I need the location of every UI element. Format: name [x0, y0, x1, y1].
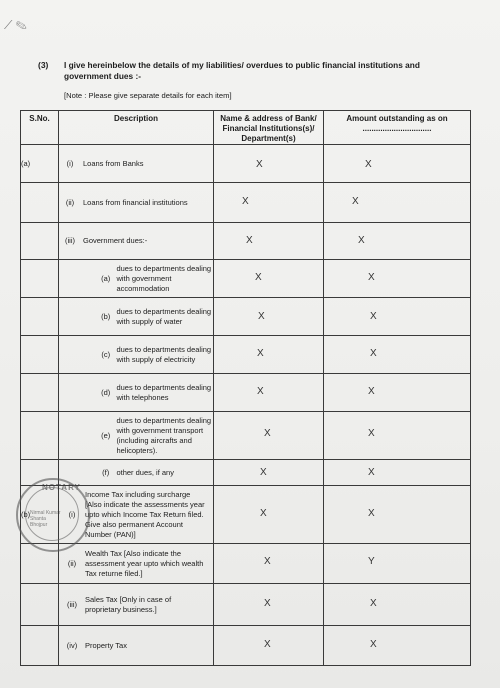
cross-mark: X	[358, 235, 365, 246]
bank-cell	[214, 183, 324, 223]
amount-cell	[324, 336, 471, 374]
cross-mark: X	[370, 311, 377, 322]
row-number: (b)	[101, 311, 111, 321]
row-description	[59, 626, 214, 666]
cross-mark: X	[260, 508, 267, 519]
amount-cell	[324, 298, 471, 336]
amount-cell	[324, 183, 471, 223]
bank-cell	[214, 336, 324, 374]
amount-cell	[324, 412, 471, 460]
row-label: dues to departments dealing with supply of water	[116, 306, 212, 326]
cross-mark: X	[264, 639, 271, 650]
row-sno	[21, 298, 59, 336]
row-number: (i)	[66, 158, 74, 168]
row-number: (i)	[68, 509, 76, 519]
row-number: (iii)	[65, 236, 75, 245]
notary-stamp-line: Shanta	[30, 516, 46, 522]
row-number: (c)	[101, 349, 111, 359]
notary-stamp-line: Nirmal Kumar	[30, 510, 61, 516]
pen-scribble: ⟋ ✎	[4, 18, 27, 32]
notary-stamp-line: Bhojpur	[30, 522, 48, 528]
cross-mark: X	[260, 467, 267, 478]
cross-mark: Y	[368, 556, 375, 567]
bank-cell	[214, 260, 324, 298]
row-description	[59, 145, 214, 183]
row-description	[59, 183, 214, 223]
table-row	[21, 460, 471, 486]
cross-mark: X	[242, 196, 249, 207]
amount-cell	[324, 486, 471, 544]
row-description	[59, 460, 214, 486]
row-sno	[21, 336, 59, 374]
cross-mark: X	[255, 272, 262, 283]
row-description	[59, 374, 214, 412]
bank-cell	[214, 584, 324, 626]
cross-mark: X	[368, 467, 375, 478]
header-bank: Name & address of Bank/ Financial Institutions(s)/ Department(s)	[214, 111, 324, 145]
row-sno	[21, 584, 59, 626]
table-row	[21, 412, 471, 460]
row-sno	[21, 260, 59, 298]
row-number: (ii)	[65, 197, 75, 207]
bank-cell	[214, 412, 324, 460]
table-row	[21, 260, 471, 298]
row-label: Loans from financial institutions	[83, 197, 188, 207]
cross-mark: X	[258, 311, 265, 322]
row-description	[59, 336, 214, 374]
row-description	[59, 223, 214, 260]
row-sno	[21, 412, 59, 460]
amount-cell	[324, 145, 471, 183]
amount-cell	[324, 260, 471, 298]
row-label: Income Tax including surcharge [Also indicate the assessments year upto which Income Tax Return filed. Give also permanent Account Number (PAN)]	[85, 489, 205, 539]
bank-cell	[214, 223, 324, 260]
row-sno: (a)	[21, 145, 59, 183]
table-row	[21, 626, 471, 666]
row-description	[59, 260, 214, 298]
liabilities-table	[20, 110, 471, 666]
cross-mark: X	[264, 598, 271, 609]
table-header-row	[21, 111, 471, 145]
row-number: (ii)	[67, 558, 77, 568]
cross-mark: X	[264, 428, 271, 439]
cross-mark: X	[368, 272, 375, 283]
table-row	[21, 223, 471, 260]
row-description	[59, 412, 214, 460]
cross-mark: X	[368, 386, 375, 397]
item-number: (3)	[38, 60, 49, 70]
cross-mark: X	[352, 196, 359, 207]
bank-cell	[214, 544, 324, 584]
row-number: (e)	[101, 430, 111, 440]
bank-cell	[214, 460, 324, 486]
bank-cell	[214, 374, 324, 412]
row-label: Government dues:-	[83, 236, 148, 245]
row-label: dues to departments dealing with telephones	[116, 382, 212, 402]
cross-mark: X	[365, 159, 372, 170]
table-row	[21, 374, 471, 412]
row-label: other dues, if any	[116, 467, 174, 477]
row-label: Property Tax	[85, 640, 127, 650]
cross-mark: X	[370, 639, 377, 650]
table-row	[21, 584, 471, 626]
row-label: Loans from Banks	[83, 158, 144, 168]
cross-mark: X	[246, 235, 253, 246]
table-row	[21, 183, 471, 223]
amount-cell	[324, 584, 471, 626]
bank-cell	[214, 298, 324, 336]
bank-cell	[214, 145, 324, 183]
row-number: (iv)	[66, 640, 78, 650]
row-sno	[21, 626, 59, 666]
cross-mark: X	[370, 348, 377, 359]
bank-cell	[214, 626, 324, 666]
table-row	[21, 544, 471, 584]
notary-stamp-title: NOTARY	[42, 483, 81, 492]
notary-stamp	[16, 478, 90, 552]
bank-cell	[214, 486, 324, 544]
cross-mark: X	[257, 386, 264, 397]
row-description	[59, 584, 214, 626]
cross-mark: X	[264, 556, 271, 567]
row-description	[59, 544, 214, 584]
row-number: (d)	[101, 387, 111, 397]
cross-mark: X	[257, 348, 264, 359]
amount-cell	[324, 223, 471, 260]
cross-mark: X	[256, 159, 263, 170]
row-sno	[21, 223, 59, 260]
intro-statement: I give hereinbelow the details of my liabilities/ overdues to public financial institutions and government dues :-	[64, 60, 420, 81]
amount-cell	[324, 460, 471, 486]
row-label: Wealth Tax [Also indicate the assessment year upto which wealth Tax returne filed.]	[85, 548, 204, 578]
table-row	[21, 298, 471, 336]
row-label: dues to departments dealing with supply of electricity	[116, 344, 212, 364]
table-row	[21, 145, 471, 183]
cross-mark: X	[368, 508, 375, 519]
table-row	[21, 336, 471, 374]
amount-cell	[324, 626, 471, 666]
amount-cell	[324, 374, 471, 412]
amount-cell	[324, 544, 471, 584]
row-label: Sales Tax [Only in case of proprietary business.]	[85, 594, 172, 614]
instruction-note: [Note : Please give separate details for each item]	[64, 91, 232, 100]
header-amount: Amount outstanding as on ...............................	[324, 111, 471, 145]
row-description	[59, 298, 214, 336]
notary-stamp-text	[30, 510, 61, 528]
row-sno	[21, 374, 59, 412]
header-description: Description	[59, 111, 214, 145]
header-sno: S.No.	[21, 111, 59, 145]
row-label: dues to departments dealing with government accommodation	[116, 263, 212, 293]
row-number: (a)	[101, 273, 111, 283]
row-number: (iii)	[67, 599, 77, 609]
row-number: (f)	[102, 467, 110, 477]
cross-mark: X	[368, 428, 375, 439]
row-label: dues to departments dealing with government transport (including aircrafts and helicopters).	[116, 415, 212, 455]
cross-mark: X	[370, 598, 377, 609]
row-sno: (b)	[21, 486, 59, 544]
row-sno	[21, 183, 59, 223]
